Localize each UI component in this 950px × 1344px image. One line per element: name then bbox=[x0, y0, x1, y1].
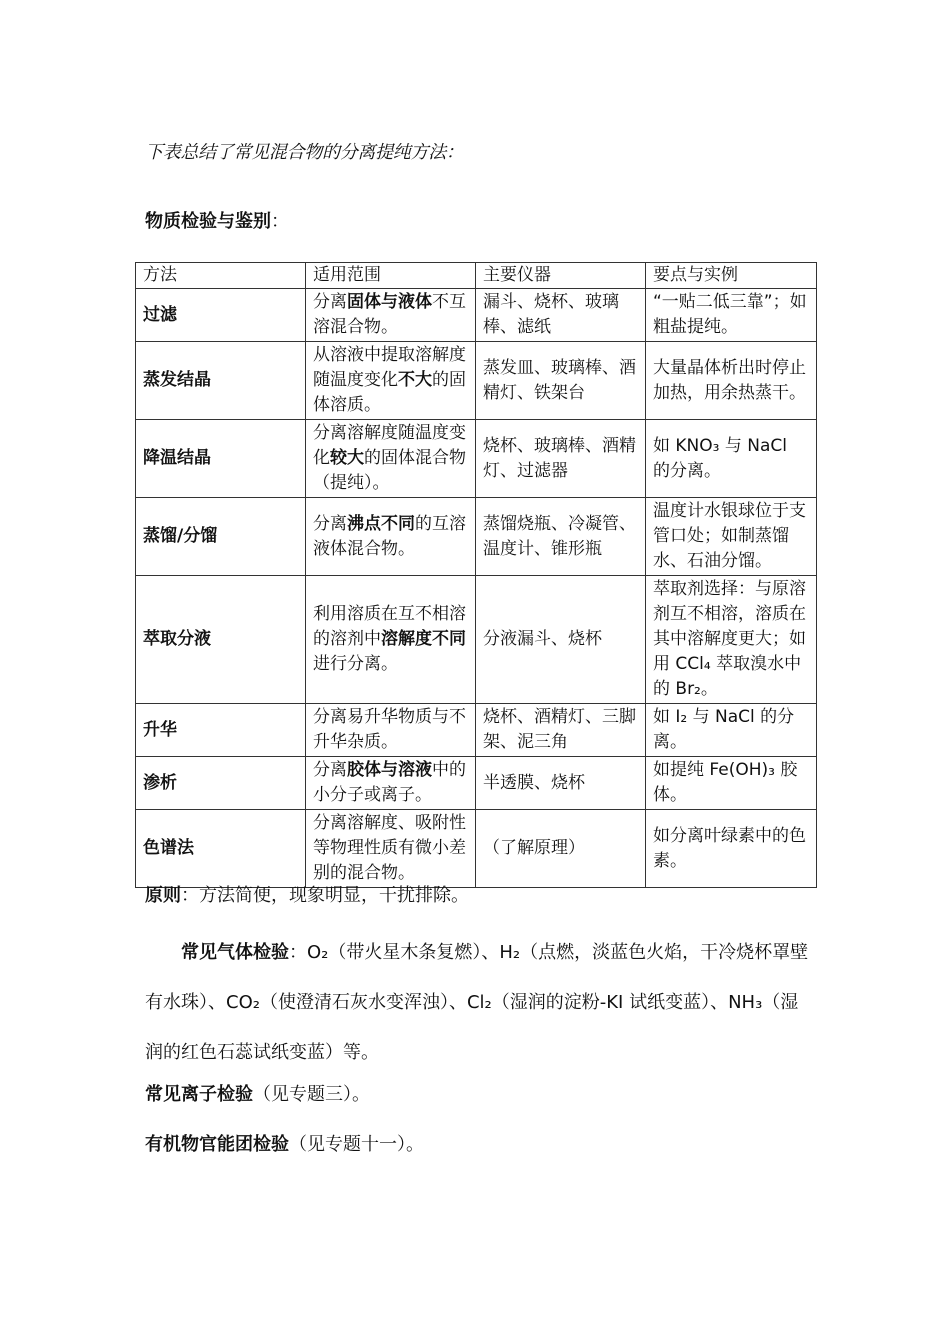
scope-cell bbox=[306, 576, 476, 704]
notes-cell: “一贴二低三靠”；如粗盐提纯。 bbox=[646, 289, 817, 342]
table-row bbox=[136, 704, 817, 757]
ion-test-text: （见专题三）。 bbox=[253, 1084, 370, 1105]
scope-text: 分离易升华物质与不升华杂质。 bbox=[313, 707, 466, 752]
scope-text: 利用溶质在互不相溶的溶剂中 bbox=[313, 604, 466, 649]
notes-cell: 如分离叶绿素中的色素。 bbox=[646, 810, 817, 888]
notes-cell: 如 KNO₃ 与 NaCl 的分离。 bbox=[646, 420, 817, 498]
scope-emphasis: 不大 bbox=[398, 370, 432, 390]
table-row bbox=[136, 757, 817, 810]
principle-label: 原则 bbox=[145, 885, 181, 906]
scope-cell bbox=[306, 289, 476, 342]
table-header-row bbox=[136, 263, 817, 289]
ion-test-paragraph bbox=[145, 1080, 370, 1106]
header-instruments: 主要仪器 bbox=[476, 263, 646, 289]
notes-cell: 如提纯 Fe(OH)₃ 胶体。 bbox=[646, 757, 817, 810]
scope-text: 分离溶解度随温度变化 bbox=[313, 423, 466, 468]
scope-cell bbox=[306, 810, 476, 888]
scope-emphasis: 沸点不同 bbox=[347, 513, 415, 534]
organic-test-text: （见专题十一）。 bbox=[289, 1134, 424, 1155]
scope-text: 不互溶混合物。 bbox=[313, 292, 466, 337]
scope-cell bbox=[306, 757, 476, 810]
method-cell: 升华 bbox=[136, 704, 306, 757]
method-cell: 蒸发结晶 bbox=[136, 342, 306, 420]
gas-test-label: 常见气体检验 bbox=[181, 942, 289, 963]
scope-cell bbox=[306, 704, 476, 757]
scope-text: 分离 bbox=[313, 292, 347, 312]
header-scope: 适用范围 bbox=[306, 263, 476, 289]
method-cell: 渗析 bbox=[136, 757, 306, 810]
method-cell: 色谱法 bbox=[136, 810, 306, 888]
instruments-cell: 烧杯、酒精灯、三脚架、泥三角 bbox=[476, 704, 646, 757]
table-row bbox=[136, 289, 817, 342]
scope-emphasis: 胶体与溶液 bbox=[347, 760, 432, 780]
scope-text: 分离 bbox=[313, 513, 347, 534]
scope-text: 中的小分子或离子。 bbox=[313, 760, 466, 805]
instruments-cell: 蒸馏烧瓶、冷凝管、温度计、锥形瓶 bbox=[476, 498, 646, 576]
organic-test-label: 有机物官能团检验 bbox=[145, 1134, 289, 1155]
principle-paragraph bbox=[145, 881, 469, 907]
instruments-cell: 烧杯、玻璃棒、酒精灯、过滤器 bbox=[476, 420, 646, 498]
table-row bbox=[136, 576, 817, 704]
notes-cell: 如 I₂ 与 NaCl 的分离。 bbox=[646, 704, 817, 757]
scope-cell bbox=[306, 342, 476, 420]
scope-text: 的固体混合物（提纯）。 bbox=[313, 448, 466, 493]
principle-text: ：方法简便，现象明显，干扰排除。 bbox=[181, 885, 469, 906]
scope-text: 的互溶液体混合物。 bbox=[313, 513, 466, 559]
instruments-cell: 分液漏斗、烧杯 bbox=[476, 576, 646, 704]
scope-text: 分离溶解度、吸附性等物理性质有微小差别的混合物。 bbox=[313, 813, 466, 883]
scope-emphasis: 溶解度不同 bbox=[381, 629, 466, 649]
instruments-cell: 蒸发皿、玻璃棒、酒精灯、铁架台 bbox=[476, 342, 646, 420]
scope-emphasis: 固体与液体 bbox=[347, 292, 432, 312]
instruments-cell: 漏斗、烧杯、玻璃棒、滤纸 bbox=[476, 289, 646, 342]
separation-methods-table bbox=[135, 262, 817, 888]
scope-cell bbox=[306, 498, 476, 576]
notes-cell: 温度计水银球位于支管口处；如制蒸馏水、石油分馏。 bbox=[646, 498, 817, 576]
scope-text: 进行分离。 bbox=[313, 654, 398, 674]
instruments-cell: （了解原理） bbox=[476, 810, 646, 888]
scope-text: 从溶液中提取溶解度随温度变化 bbox=[313, 345, 466, 390]
intro-text: 下表总结了常见混合物的分离提纯方法： bbox=[145, 142, 464, 163]
header-notes: 要点与实例 bbox=[646, 263, 817, 289]
organic-test-paragraph bbox=[145, 1130, 424, 1156]
header-method: 方法 bbox=[136, 263, 306, 289]
notes-cell: 大量晶体析出时停止加热，用余热蒸干。 bbox=[646, 342, 817, 420]
gas-test-text: ：O₂（带火星木条复燃）、H₂（点燃，淡蓝色火焰，干冷烧杯罩壁有水珠）、CO₂（使澄清石灰水变浑浊）、Cl₂（湿润的淀粉-KI 试纸变蓝）、NH₃（湿润的红色石蕊试纸变蓝）等。 bbox=[145, 942, 809, 1063]
scope-cell bbox=[306, 420, 476, 498]
section-title bbox=[145, 207, 289, 233]
method-cell: 过滤 bbox=[136, 289, 306, 342]
method-cell: 蒸馏/分馏 bbox=[136, 498, 306, 576]
scope-text: 分离 bbox=[313, 760, 347, 780]
table-row bbox=[136, 810, 817, 888]
instruments-cell: 半透膜、烧杯 bbox=[476, 757, 646, 810]
table-row bbox=[136, 342, 817, 420]
method-cell: 降温结晶 bbox=[136, 420, 306, 498]
section-title-rest: ： bbox=[271, 211, 289, 232]
table-row bbox=[136, 420, 817, 498]
method-cell: 萃取分液 bbox=[136, 576, 306, 704]
scope-emphasis: 较大 bbox=[330, 448, 364, 468]
scope-text: 的固体溶质。 bbox=[313, 370, 466, 415]
ion-test-label: 常见离子检验 bbox=[145, 1084, 253, 1105]
table-row bbox=[136, 498, 817, 576]
section-title-bold: 物质检验与鉴别 bbox=[145, 211, 271, 232]
gas-test-paragraph bbox=[145, 928, 810, 1078]
notes-cell: 萃取剂选择：与原溶剂互不相溶，溶质在其中溶解度更大；如用 CCl₄ 萃取溴水中的 Br₂。 bbox=[646, 576, 817, 704]
